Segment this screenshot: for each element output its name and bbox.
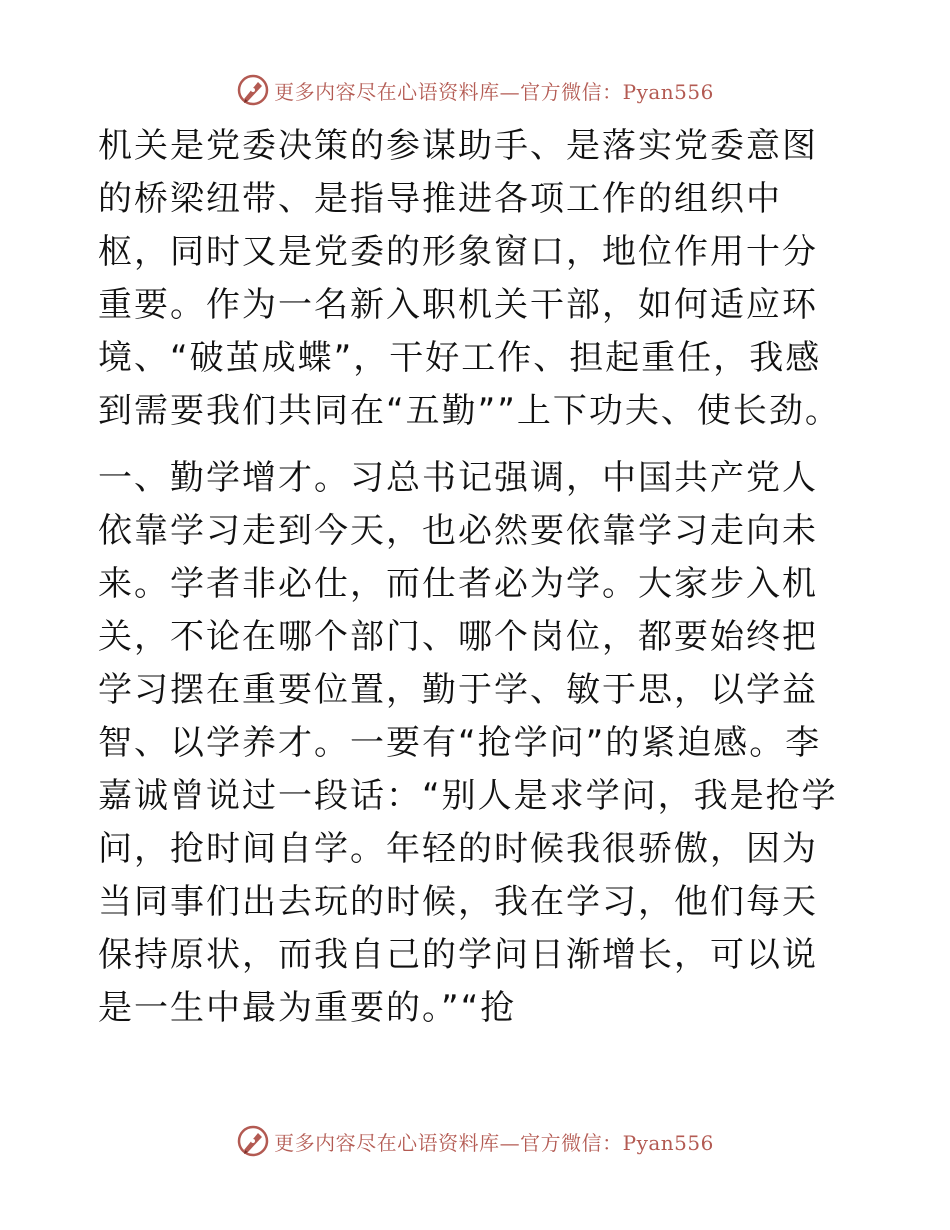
footer-watermark [0, 1121, 950, 1161]
watermark-text: 更多内容尽在心语资料库—官方微信：Pyan556 [274, 1130, 714, 1155]
document-body [98, 120, 850, 1035]
watermark-text: 更多内容尽在心语资料库—官方微信：Pyan556 [274, 79, 714, 104]
paragraph-section-one: 一、勤学增才。习总书记强调，中国共产党人依靠学习走到今天，也必然要依靠学习走向未来。学者非必仕，而仕者必为学。大家步入机关，不论在哪个部门、哪个岗位，都要始终把学习摆在重要位置，勤于学、敏于思，以学益智、以学养才。一要有“抢学问”的紧迫感。李嘉诚曾说过一段话：“别人是求学问，我是抢学问，抢时间自学。年轻的时候我很骄傲，因为当同事们出去玩的时候，我在学习，他们每天保持原状，而我自己的学问日渐增长，可以说是一生中最为重要的。”“抢 [98, 458, 838, 1028]
header-watermark [0, 70, 950, 110]
paragraph-intro: 机关是党委决策的参谋助手、是落实党委意图的桥梁纽带、是指导推进各项工作的组织中枢，同时又是党委的形象窗口，地位作用十分重要。作为一名新入职机关干部，如何适应环境、“破茧成蝶”，干好工作、担起重任，我感到需要我们共同在“五勤””上下功夫、使长劲。 [98, 126, 841, 431]
pen-logo-icon [236, 73, 270, 107]
pen-logo-icon [236, 1124, 270, 1158]
